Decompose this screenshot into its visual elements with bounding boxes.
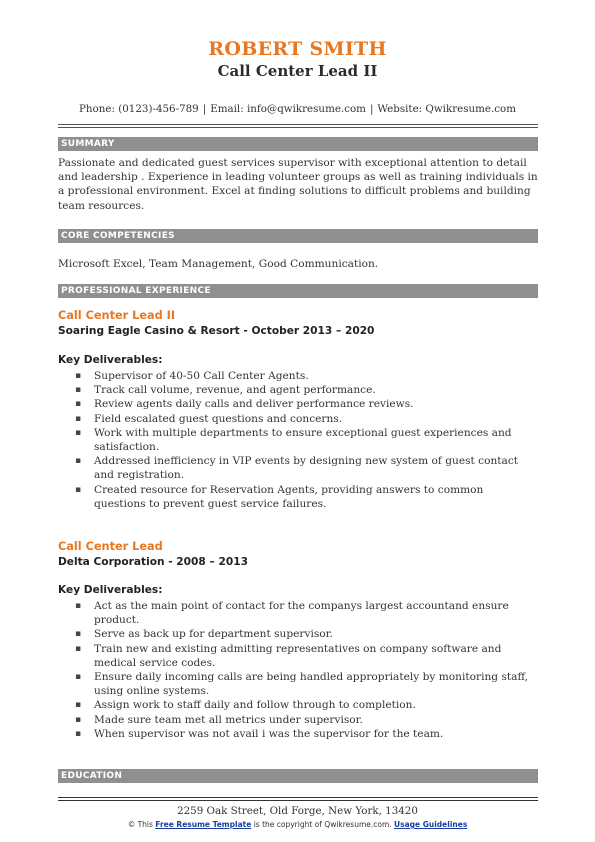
contact-email: Email: info@qwikresume.com	[210, 103, 366, 115]
contact-separator: |	[202, 103, 207, 115]
footer-divider	[58, 797, 538, 798]
list-item: ▪ Review agents daily calls and deliver performance reviews.	[58, 397, 538, 411]
list-item: ▪ Addressed inefficiency in VIP events by designing new system of guest contact and registration.	[58, 454, 538, 482]
list-item: ▪ Made sure team met all metrics under supervisor.	[58, 713, 538, 727]
job-role: Call Center Lead II	[58, 309, 176, 322]
list-item: ▪ When supervisor was not avail i was the supervisor for the team.	[58, 727, 538, 741]
candidate-title: Call Center Lead II	[217, 62, 378, 80]
list-item: ▪ Track call volume, revenue, and agent performance.	[58, 383, 538, 397]
summary-heading: SUMMARY	[58, 137, 538, 151]
summary-text: Passionate and dedicated guest services supervisor with exceptional attention to detail and leadership . Experience in leading volunteer groups as well as training individuals in a professional environment. Excel at finding solutions to difficult problems and building team resources.	[58, 157, 538, 212]
header-divider	[58, 124, 538, 125]
experience-heading: PROFESSIONAL EXPERIENCE	[58, 284, 538, 298]
contact-phone: Phone: (0123)-456-789	[79, 103, 199, 115]
copyright-middle: is the copyright of Qwikresume.com.	[253, 820, 392, 829]
list-item: ▪ Act as the main point of contact for the companys largest accountand ensure product.	[58, 599, 538, 627]
list-item: ▪ Field escalated guest questions and concerns.	[58, 412, 538, 426]
footer-address: 2259 Oak Street, Old Forge, New York, 13420	[177, 805, 418, 817]
usage-guidelines-link[interactable]: Usage Guidelines	[394, 820, 468, 829]
list-item: ▪ Ensure daily incoming calls are being handled appropriately by monitoring staff, using online systems.	[58, 670, 538, 698]
deliverables-list	[58, 599, 538, 741]
contact-separator: |	[369, 103, 374, 115]
list-item: ▪ Train new and existing admitting representatives on company software and medical service codes.	[58, 642, 538, 670]
key-deliverables-label: Key Deliverables:	[58, 354, 163, 366]
job-company: Soaring Eagle Casino & Resort - October 2013 – 2020	[58, 325, 375, 337]
contact-line	[0, 103, 595, 115]
competencies-text: Microsoft Excel, Team Management, Good Communication.	[58, 258, 379, 270]
list-item: ▪ Created resource for Reservation Agents, providing answers to common questions to prevent guest service failures.	[58, 483, 538, 511]
list-item: ▪ Serve as back up for department supervisor.	[58, 627, 538, 641]
list-item: ▪ Supervisor of 40-50 Call Center Agents.	[58, 369, 538, 383]
list-item: ▪ Work with multiple departments to ensure exceptional guest experiences and satisfaction.	[58, 426, 538, 454]
header-divider	[58, 127, 538, 128]
footer-copyright	[0, 820, 595, 829]
footer-divider	[58, 800, 538, 801]
list-item: ▪ Assign work to staff daily and follow through to completion.	[58, 698, 538, 712]
key-deliverables-label: Key Deliverables:	[58, 584, 163, 596]
copyright-prefix: © This	[127, 820, 153, 829]
education-heading: EDUCATION	[58, 769, 538, 783]
free-resume-template-link[interactable]: Free Resume Template	[155, 820, 252, 829]
candidate-name: ROBERT SMITH	[208, 38, 387, 60]
competencies-heading: CORE COMPETENCIES	[58, 229, 538, 243]
deliverables-list	[58, 369, 538, 511]
contact-website: Website: Qwikresume.com	[377, 103, 516, 115]
job-role: Call Center Lead	[58, 540, 163, 553]
job-company: Delta Corporation - 2008 – 2013	[58, 556, 248, 568]
